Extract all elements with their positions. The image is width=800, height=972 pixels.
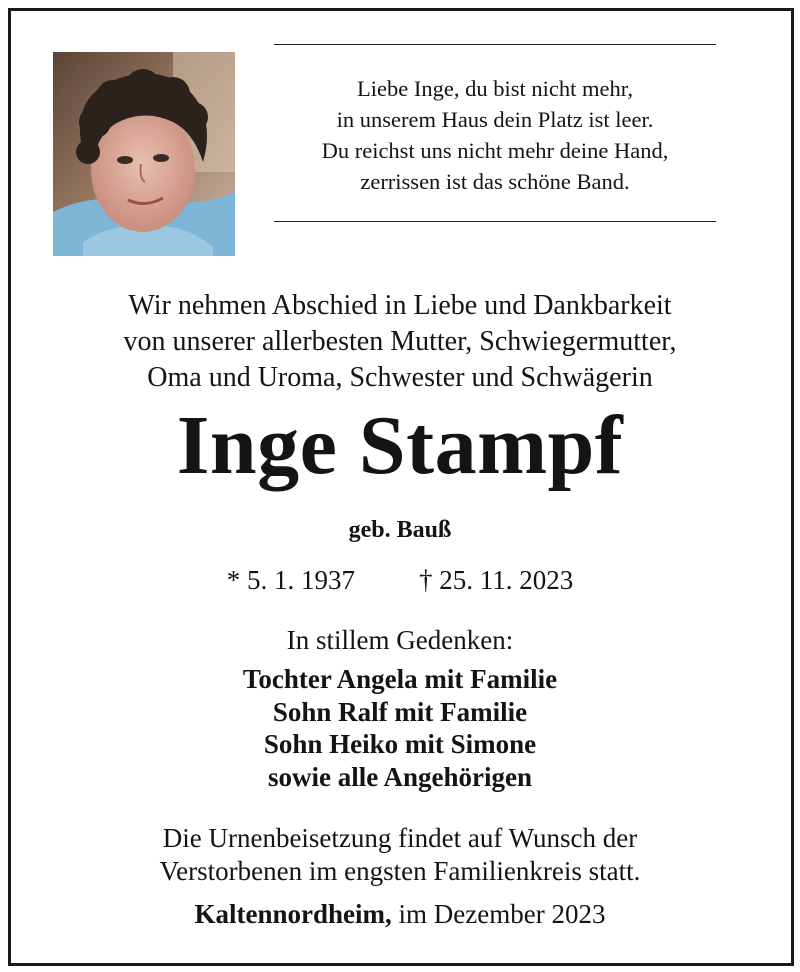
farewell-intro bbox=[0, 288, 800, 396]
burial-line: Die Urnenbeisetzung findet auf Wunsch der bbox=[162, 823, 638, 853]
burial-note bbox=[0, 822, 800, 888]
deceased-name: Inge Stampf bbox=[176, 399, 624, 492]
poem-line: in unserem Haus dein Platz ist leer. bbox=[336, 107, 654, 132]
top-rule bbox=[274, 44, 716, 45]
intro-line: Wir nehmen Abschied in Liebe und Dankbarkeit bbox=[128, 290, 672, 321]
intro-line: Oma und Uroma, Schwester und Schwägerin bbox=[147, 362, 653, 393]
poem-line: zerrissen ist das schöne Band. bbox=[360, 169, 630, 194]
closing-city: Kaltennordheim, bbox=[194, 899, 392, 929]
poem-section bbox=[274, 44, 716, 222]
life-dates bbox=[0, 562, 800, 598]
maiden-name: geb. Bauß bbox=[348, 517, 452, 543]
burial-line: Verstorbenen im engsten Familienkreis statt. bbox=[159, 856, 641, 886]
intro-line: von unserer allerbesten Mutter, Schwiegermutter, bbox=[123, 326, 677, 357]
mourner-entry: sowie alle Angehörigen bbox=[268, 761, 532, 792]
mourner-entry: Tochter Angela mit Familie bbox=[242, 664, 558, 694]
mourner-entry: Sohn Ralf mit Familie bbox=[272, 696, 528, 727]
poem-line: Liebe Inge, du bist nicht mehr, bbox=[357, 76, 633, 101]
death-date: † 25. 11. 2023 bbox=[419, 565, 574, 595]
bottom-rule bbox=[274, 221, 716, 222]
place-and-date bbox=[0, 896, 800, 932]
mourners-list bbox=[0, 663, 800, 793]
closing-date: im Dezember 2023 bbox=[391, 899, 606, 929]
mourner-entry: Sohn Heiko mit Simone bbox=[263, 729, 537, 759]
portrait-photo bbox=[53, 52, 235, 256]
poem-text bbox=[274, 73, 716, 197]
memory-heading: In stillem Gedenken: bbox=[286, 625, 514, 655]
poem-line: Du reichst uns nicht mehr deine Hand, bbox=[321, 138, 669, 163]
birth-date: * 5. 1. 1937 bbox=[226, 565, 355, 595]
